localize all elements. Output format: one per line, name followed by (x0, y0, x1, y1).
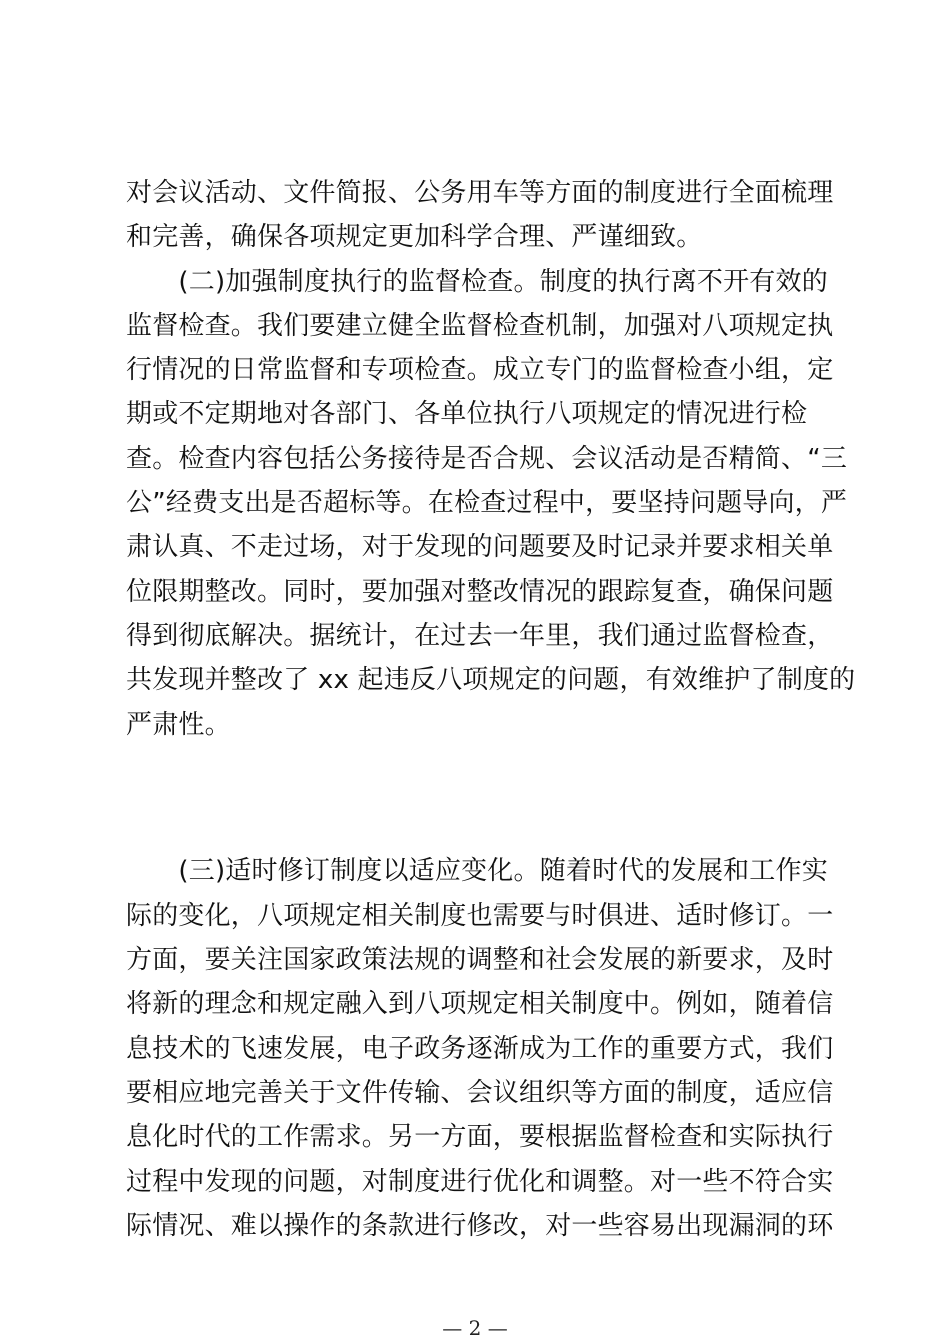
text-line: 方面，要关注国家政策法规的调整和社会发展的新要求，及时 (126, 945, 834, 976)
text-line: 将新的理念和规定融入到八项规定相关制度中。例如，随着信 (126, 989, 834, 1020)
page-number: — 2 — (442, 1316, 508, 1340)
text-line: (三)适时修订制度以适应变化。随着时代的发展和工作实 (126, 856, 828, 887)
text-line: 对会议活动、文件简报、公务用车等方面的制度进行全面梳理 (126, 178, 834, 208)
text-line: 监督检查。我们要建立健全监督检查机制，加强对八项规定执 (126, 310, 834, 341)
text-line: 严肃性。 (126, 709, 231, 740)
text-line: 和完善，确保各项规定更加科学合理、严谨细致。 (126, 222, 703, 253)
body-text (126, 171, 856, 1248)
paragraph-continuation (126, 171, 834, 260)
paragraph-section-3 (126, 849, 834, 1248)
text-line: 行情况的日常监督和专项检查。成立专门的监督检查小组，定 (126, 355, 834, 386)
text-line (126, 791, 834, 835)
text-line: 息化时代的工作需求。另一方面，要根据监督检查和实际执行 (126, 1122, 834, 1153)
paragraph-spacer (126, 835, 834, 849)
text-line: 肃认真、不走过场，对于发现的问题要及时记录并要求相关单 (126, 532, 834, 563)
text-line: 际情况、难以操作的条款进行修改，对一些容易出现漏洞的环 (126, 1210, 834, 1241)
text-line: (二)加强制度执行的监督检查。制度的执行离不开有效的 (126, 266, 828, 297)
text-line: 公”经费支出是否超标等。在检查过程中，要坚持问题导向，严 (126, 488, 848, 519)
text-line: 过程中发现的问题，对制度进行优化和调整。对一些不符合实 (126, 1166, 834, 1197)
paragraph-section-2 (126, 260, 856, 836)
text-line: 期或不定期地对各部门、各单位执行八项规定的情况进行检 (126, 399, 808, 430)
text-line: 位限期整改。同时，要加强对整改情况的跟踪复查，确保问题 (126, 576, 834, 607)
text-line: 息技术的飞速发展，电子政务逐渐成为工作的重要方式，我们 (126, 1033, 834, 1064)
text-line: 要相应地完善关于文件传输、会议组织等方面的制度，适应信 (126, 1077, 834, 1108)
text-line: 际的变化，八项规定相关制度也需要与时俱进、适时修订。一 (126, 900, 834, 931)
text-line: 查。检查内容包括公务接待是否合规、会议活动是否精简、“三 (126, 443, 848, 474)
text-line (126, 747, 834, 791)
text-line: 得到彻底解决。据统计，在过去一年里，我们通过监督检查， (126, 620, 834, 651)
text-line: 共发现并整改了 xx 起违反八项规定的问题，有效维护了制度的 (126, 665, 856, 696)
